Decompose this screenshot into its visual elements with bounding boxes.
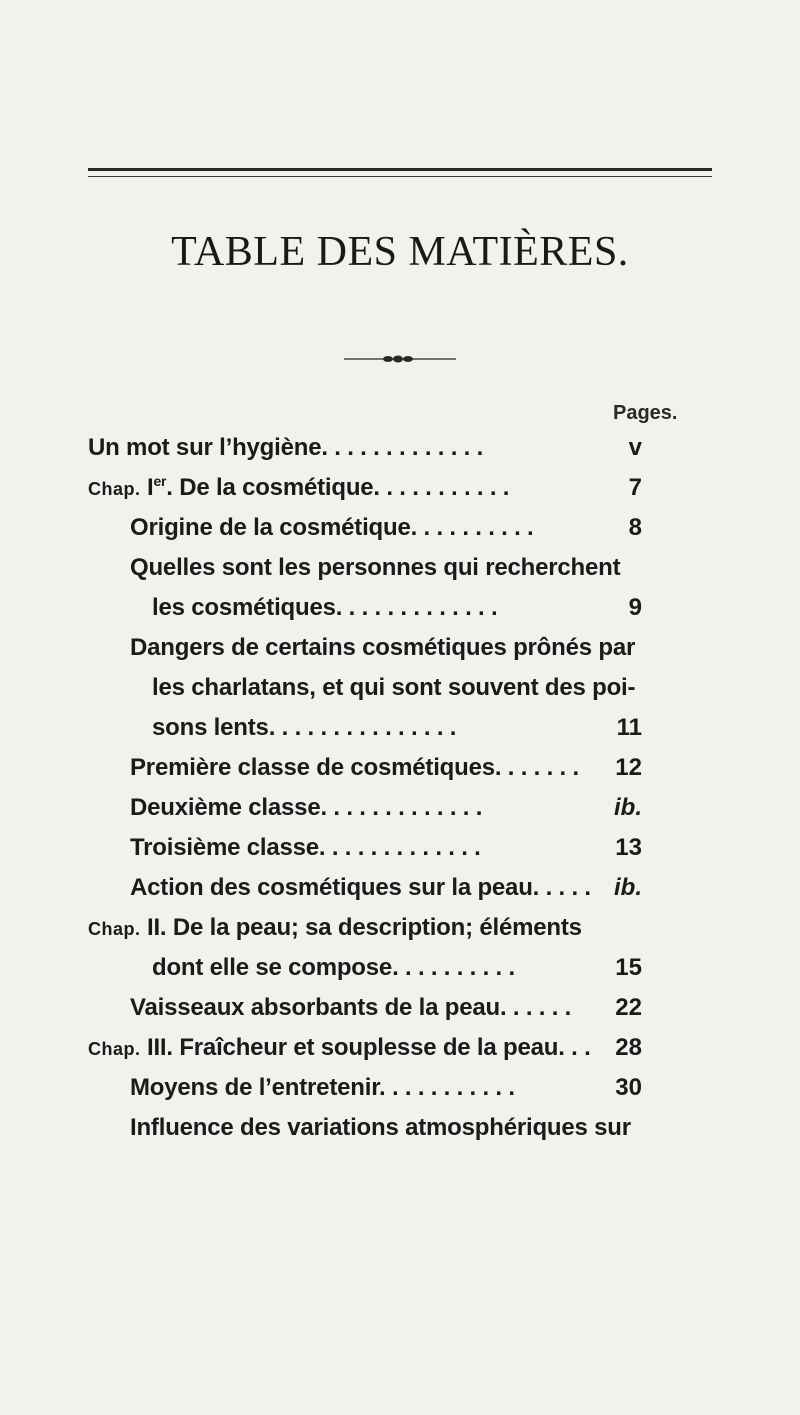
toc-entry-text: Deuxième classe. . . . . . . . . . . . .	[130, 794, 483, 821]
toc-entry	[130, 514, 534, 542]
toc-page-number: 30	[615, 1074, 642, 1101]
toc-entry-text: Un mot sur l’hygiène. . . . . . . . . . . . .	[88, 434, 484, 461]
top-rule-thin	[88, 176, 712, 177]
toc-entry-text: Dangers de certains cosmétiques prônés par	[130, 634, 636, 661]
toc-entry-text: Origine de la cosmétique. . . . . . . . . .	[130, 514, 534, 541]
toc-entry-text: Troisième classe. . . . . . . . . . . . .	[130, 834, 481, 861]
toc-entry-text: sons lents. . . . . . . . . . . . . . .	[152, 714, 457, 741]
toc-entry-text: Action des cosmétiques sur la peau. . . . .	[130, 874, 591, 901]
toc-entry	[130, 794, 482, 822]
toc-entry-text: Vaisseaux absorbants de la peau. . . . . .	[130, 994, 572, 1021]
toc-page-number: 11	[616, 714, 642, 741]
toc-entry-text: . De la cosmétique. . . . . . . . . . .	[166, 474, 510, 501]
toc-entry-text: II. De la peau; sa description; éléments	[146, 914, 582, 941]
toc-entry	[152, 714, 456, 742]
toc-entry	[88, 474, 509, 502]
chapter-label: Chap.	[88, 919, 141, 939]
chapter-label: Chap.	[88, 479, 141, 499]
toc-page-number: 28	[615, 1034, 642, 1061]
toc-entry	[130, 1074, 515, 1102]
toc-entry	[130, 554, 620, 582]
toc-page-number: 13	[615, 834, 642, 861]
toc-entry	[152, 954, 515, 982]
toc-page-number: ib.	[614, 874, 642, 901]
toc-entry	[152, 674, 635, 702]
toc-page-number: ib.	[614, 794, 642, 821]
toc-page-number: 15	[615, 954, 642, 981]
toc-entry	[130, 834, 481, 862]
ornament-divider	[344, 353, 456, 365]
toc-entry	[88, 914, 582, 942]
toc-entry-text: Moyens de l’entretenir. . . . . . . . . . .	[130, 1074, 515, 1101]
toc-entry-text: III. Fraîcheur et souplesse de la peau. . .	[146, 1034, 591, 1061]
toc-entry-text: Influence des variations atmosphériques sur	[130, 1114, 631, 1141]
toc-entry	[130, 1114, 631, 1142]
page-title: TABLE DES MATIÈRES.	[171, 229, 629, 275]
toc-entry	[130, 874, 591, 902]
toc-entry	[130, 634, 635, 662]
toc-entry-text: les cosmétiques. . . . . . . . . . . . .	[152, 594, 498, 621]
toc-entry	[88, 1034, 591, 1062]
toc-page-number: v	[628, 434, 642, 461]
toc-entry	[152, 594, 497, 622]
chapter-roman-sup: er	[153, 473, 167, 489]
pages-column-label: Pages.	[613, 402, 678, 424]
toc-entry	[130, 994, 571, 1022]
chapter-label: Chap.	[88, 1039, 141, 1059]
toc-page-number: 7	[628, 474, 642, 501]
chapter-roman: I	[146, 474, 154, 501]
top-rule-thick	[88, 168, 712, 171]
toc-entry	[130, 754, 579, 782]
toc-page-number: 12	[615, 754, 642, 781]
toc-entry-text: Quelles sont les personnes qui recherchent	[130, 554, 621, 581]
toc-entry-text: les charlatans, et qui sont souvent des poi-	[152, 674, 636, 701]
toc-page-number: 8	[628, 514, 642, 541]
toc-page-number: 9	[628, 594, 642, 621]
toc-page-number: 22	[615, 994, 642, 1021]
toc-entry-text: dont elle se compose. . . . . . . . . .	[152, 954, 515, 981]
toc-entry-text: Première classe de cosmétiques. . . . . . .	[130, 754, 579, 781]
toc-entry	[88, 434, 483, 462]
